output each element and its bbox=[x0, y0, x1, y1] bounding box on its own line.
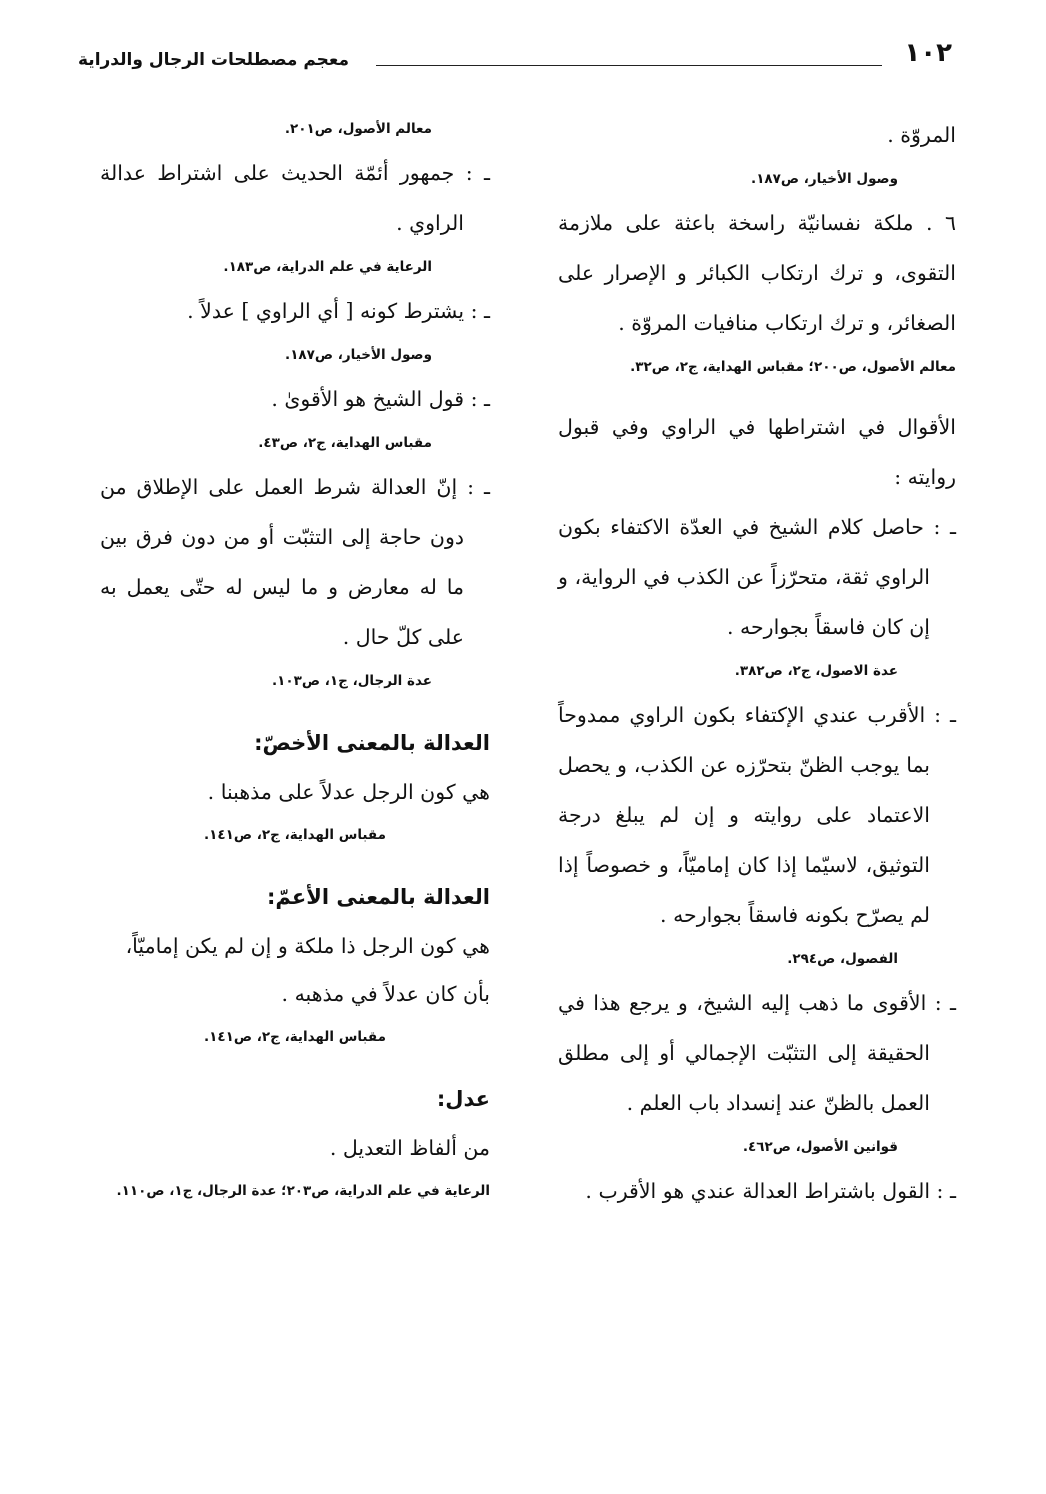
definition-text: من ألفاظ التعديل . bbox=[329, 1136, 490, 1160]
right-column bbox=[558, 110, 956, 1216]
citation: عدة الرجال، ج١، ص١٠٣. bbox=[272, 673, 432, 689]
book-title: معجم مصطلحات الرجال والدراية bbox=[78, 50, 350, 70]
citation: مقباس الهداية، ج٢، ص١٤١. bbox=[204, 827, 386, 843]
citation: قوانين الأصول، ص٤٦٢. bbox=[742, 1139, 898, 1155]
opinion-item: ـ : الأقرب عندي الإكتفاء بكون الراوي ممدوحاً بما يوجب الظنّ بتحرّزه عن الكذب، و يحصل الاعتماد على روايته و إن لم يبلغ درجة التوثيق، لاسيّما إذا كان إماميّاً، و خصوصاً إذا لم يصرّح بكونه فاسقاً بجوارحه . bbox=[558, 703, 956, 927]
citation: عدة الاصول، ج٢، ص٣٨٢. bbox=[734, 663, 898, 679]
section-intro: الأقوال في اشتراطها في الراوي وفي قبول روايته : bbox=[558, 415, 956, 489]
opinion-item: ـ : إنّ العدالة شرط العمل على الإطلاق من دون حاجة إلى التثبّت أو من دون فرق بين ما له معارض و ما ليس له حتّى يعمل به على كلّ حال . bbox=[100, 475, 490, 649]
citation: وصول الأخيار، ص١٨٧. bbox=[751, 171, 898, 187]
left-column bbox=[100, 110, 490, 1210]
header-rule bbox=[376, 65, 882, 66]
definition-text: هي كون الرجل عدلاً على مذهبنا . bbox=[207, 780, 490, 804]
definition-text: هي كون الرجل ذا ملكة و إن لم يكن إماميّاً، بأن كان عدلاً في مذهبه . bbox=[125, 934, 490, 1006]
section-heading: العدالة بالمعنى الأخصّ: bbox=[254, 731, 490, 755]
citation: معالم الأصول، ص٢٠١. bbox=[284, 121, 432, 137]
opinion-item: ـ : قول الشيخ هو الأقوىٰ . bbox=[271, 387, 490, 411]
opinion-item: ـ : يشترط كونه [ أي الراوي ] عدلاً . bbox=[187, 299, 490, 323]
entry-text: ٦ . ملكة نفسانيّة راسخة باعثة على ملازمة التقوى، و ترك ارتكاب الكبائر و الإصرار على الصغائر، و ترك ارتكاب منافيات المروّة . bbox=[558, 211, 956, 335]
opinion-item: ـ : القول باشتراط العدالة عندي هو الأقرب . bbox=[585, 1179, 956, 1203]
citation: معالم الأصول، ص٢٠٠؛ مقباس الهداية، ج٢، ص٣٢. bbox=[630, 359, 956, 375]
citation: مقباس الهداية، ج٢، ص١٤١. bbox=[204, 1029, 386, 1045]
section-heading: العدالة بالمعنى الأعمّ: bbox=[267, 885, 490, 909]
entry-text: المروّة . bbox=[887, 123, 956, 147]
citation: مقباس الهداية، ج٢، ص٤٣. bbox=[258, 435, 432, 451]
citation: الرعاية في علم الدراية، ص٢٠٣؛ عدة الرجال، ج١، ص١١٠. bbox=[116, 1183, 490, 1199]
opinion-item: ـ : الأقوى ما ذهب إليه الشيخ، و يرجع هذا في الحقيقة إلى التثبّت الإجمالي أو إلى مطلق العمل بالظنّ عند إنسداد باب العلم . bbox=[558, 991, 956, 1115]
citation: الفصول، ص٢٩٤. bbox=[787, 951, 898, 967]
citation: الرعاية في علم الدراية، ص١٨٣. bbox=[223, 259, 432, 275]
page-number: ١٠٢ bbox=[904, 38, 952, 68]
section-heading: عدل: bbox=[436, 1087, 490, 1111]
citation: وصول الأخيار، ص١٨٧. bbox=[285, 347, 432, 363]
page-header bbox=[78, 38, 960, 82]
opinion-item: ـ : حاصل كلام الشيخ في العدّة الاكتفاء بكون الراوي ثقة، متحرّزاً عن الكذب في الرواية، و إن كان فاسقاً بجوارحه . bbox=[558, 515, 956, 639]
opinion-item: ـ : جمهور أئمّة الحديث على اشتراط عدالة الراوي . bbox=[100, 161, 490, 235]
spacer bbox=[558, 386, 956, 402]
